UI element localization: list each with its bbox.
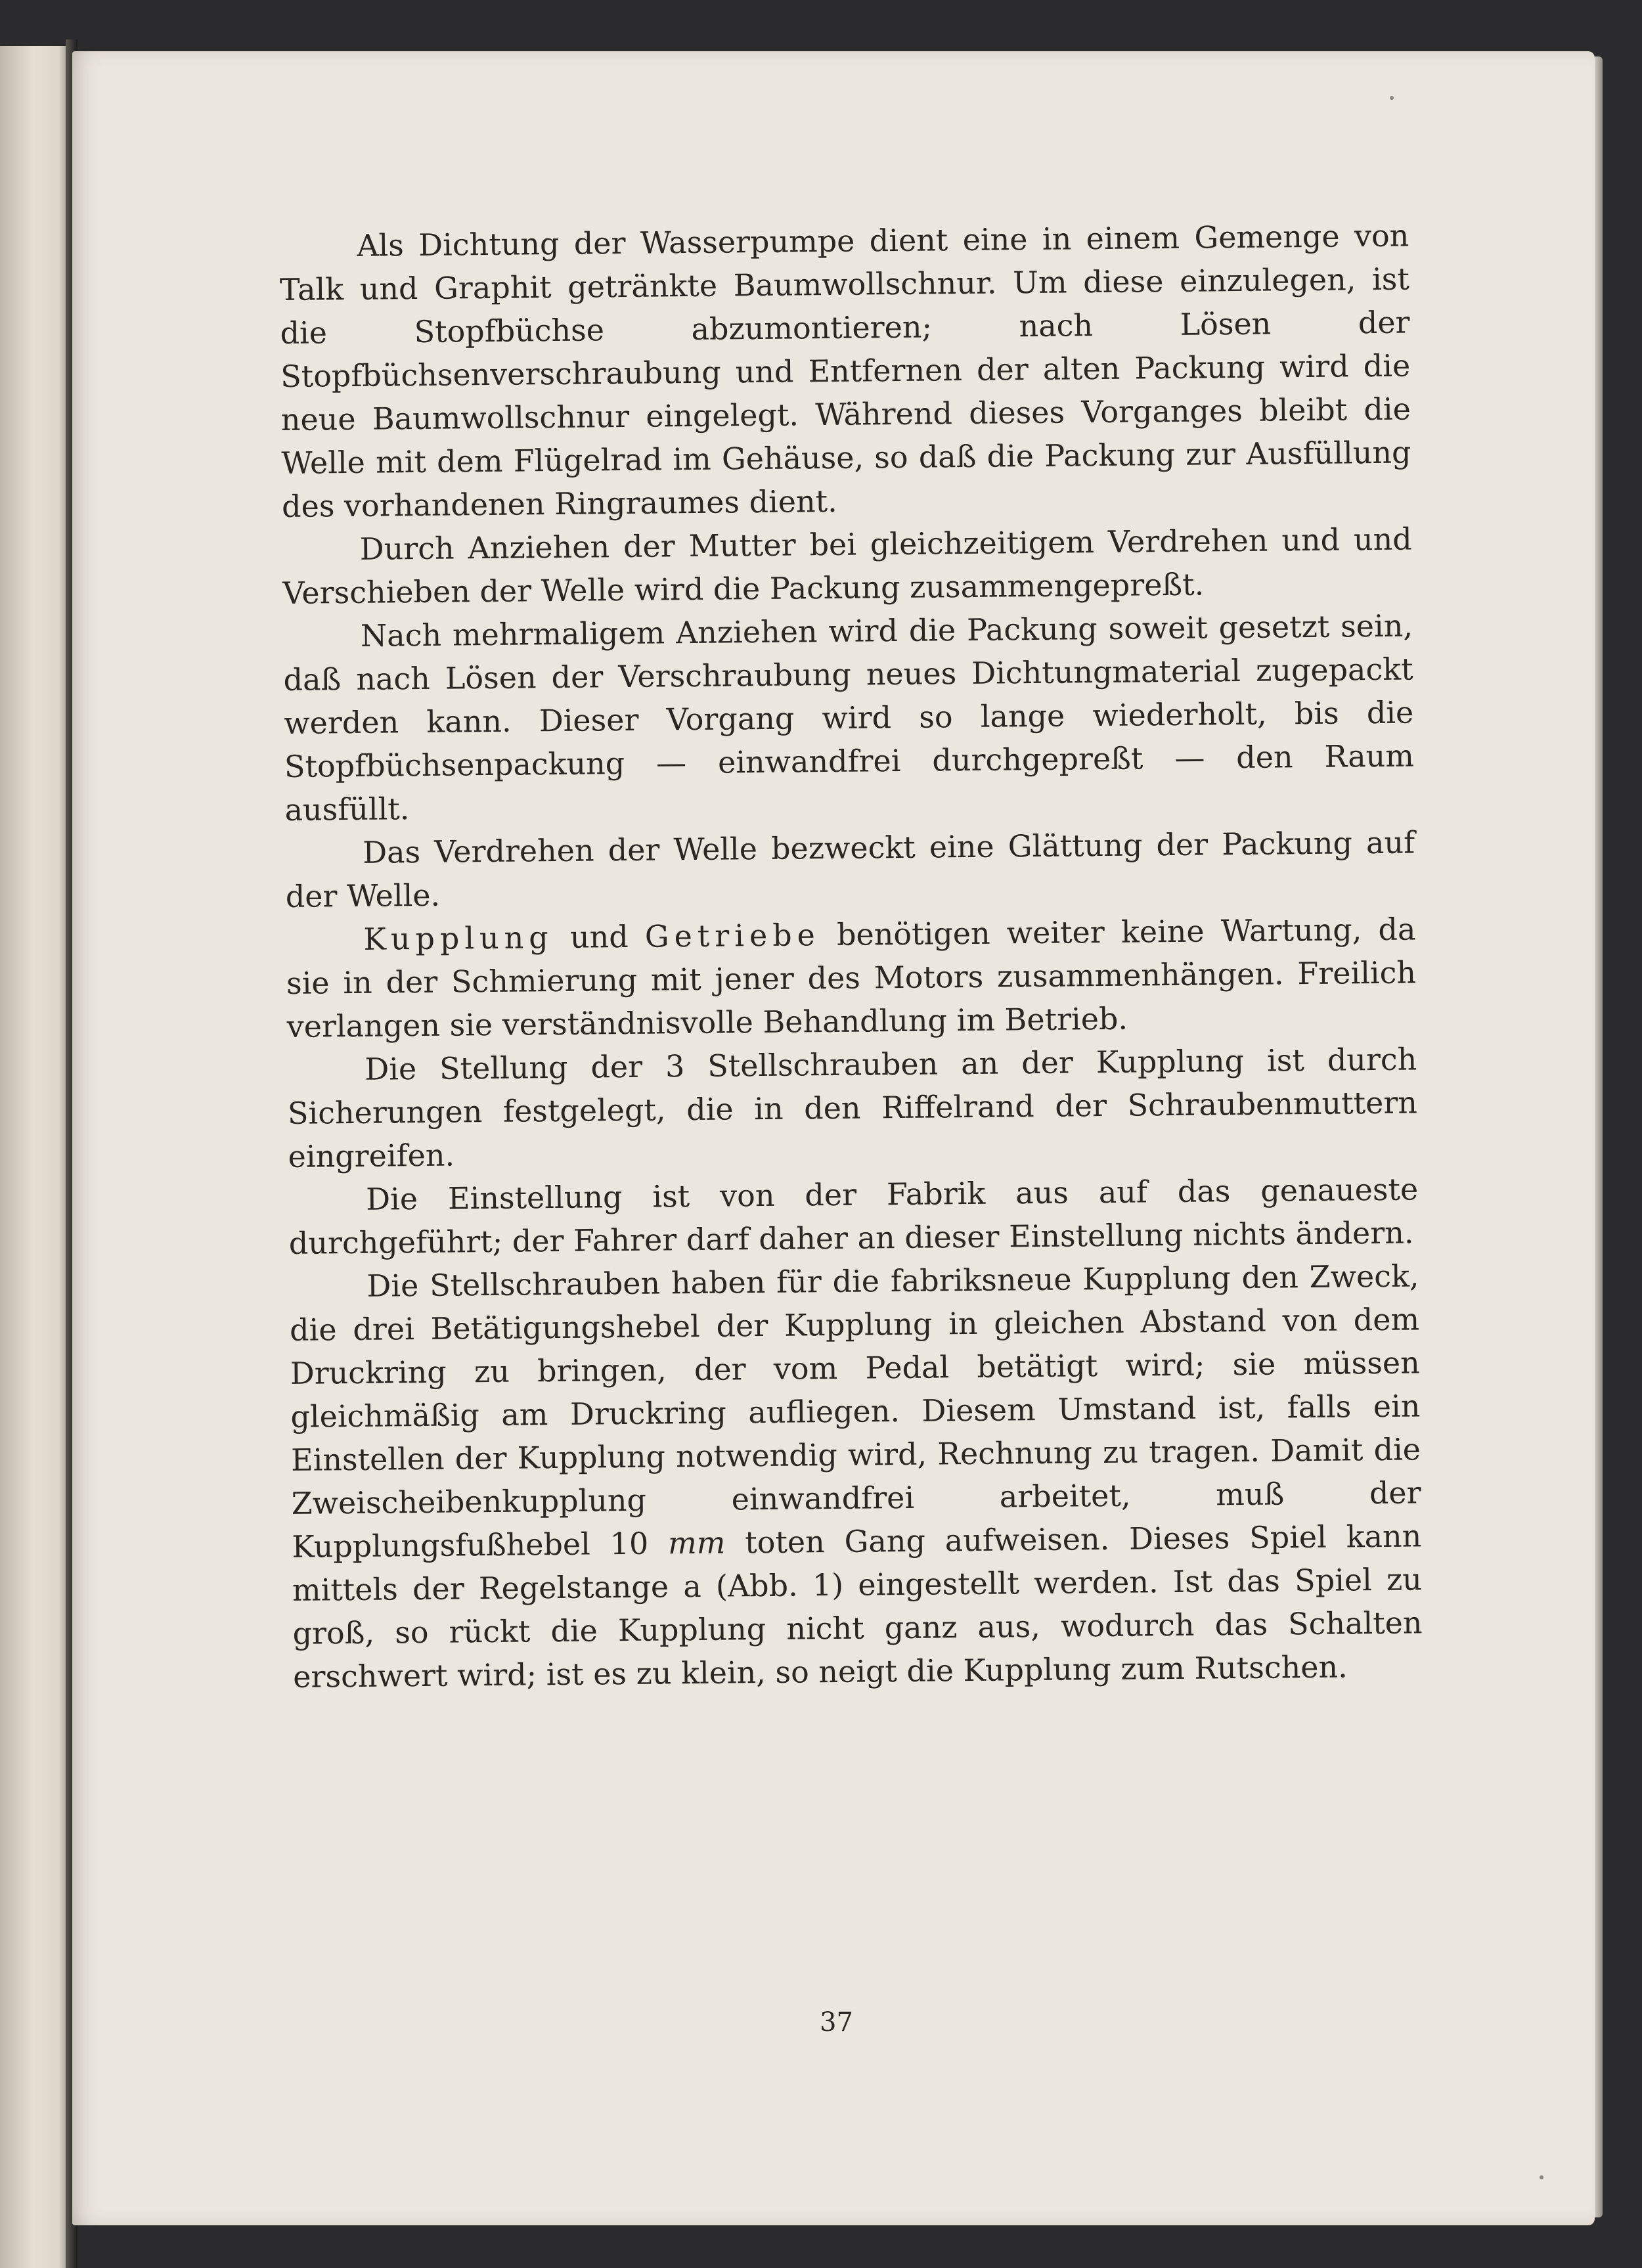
paragraph-adjusting-screws: Die Stellung der 3 Stellschrauben an der Kupplung ist durch Sicherungen festgelegt, die in den Riffelrand der Schraubenmuttern eingreifen. (287, 1041, 1418, 1174)
paragraph-shaft-rotation: Das Verdrehen der Welle bezweckt eine Glättung der Packung auf der Welle. (285, 824, 1415, 914)
clutch-play-text-after: toten Gang aufweisen. Dieses Spiel kann mittels der Regelstange a (Abb. 1) eingestellt werden. Ist das Spiel zu groß, so rückt die Kupplung nicht ganz aus, wodurch das Schalten erschwert wird; ist es zu klein, so neigt die Kupplung zum Rutschen. (292, 1518, 1423, 1695)
body-text (279, 213, 1423, 1698)
paper-speck (1390, 96, 1394, 100)
page-number: 37 (820, 2007, 853, 2037)
paragraph-clutch-gearbox (286, 907, 1417, 1048)
conjunction: und (569, 918, 629, 955)
paragraph-clutch-play (289, 1254, 1423, 1698)
paper-speck (1540, 2175, 1543, 2179)
paragraph-repeated-tightening: Nach mehrmaligem Anziehen wird die Packung soweit gesetzt sein, daß nach Lösen der Verschraubung neues Dichtungmaterial zugepackt werden kann. Dieser Vorgang wird so lange wiederholt, bis die Stopfbüchsenpackung — einwandfrei durchgepreßt — den Raum ausfüllt. (283, 608, 1415, 828)
clutch-gearbox-text: benötigen weiter keine Wartung, da sie in der Schmierung mit jener des Motors zusammenhängen. Freilich verlangen sie verständnisvolle Behandlung im Betrieb. (286, 911, 1417, 1044)
spaced-term-clutch: Kupplung (363, 920, 554, 957)
spaced-term-gearbox: Getriebe (644, 917, 821, 954)
clutch-play-text-before: Die Stellschrauben haben für die fabriksneue Kupplung den Zweck, die drei Betätigungshebel der Kupplung in gleichen Abstand von dem Druckring zu bringen, der vom Pedal betätigt wird; sie müssen gleichmäßig am Druckring aufliegen. Diesem Umstand ist, falls ein Einstellen der Kupplung notwendig wird, Rechnung zu tragen. Damit die Zweischeibenkupplung einwandfrei arbeitet, muß der Kupplungsfußhebel 10 (289, 1258, 1421, 1565)
page-edge-right (1595, 56, 1603, 2217)
facing-page-edge (0, 46, 74, 2268)
paragraph-water-pump-seal: Als Dichtung der Wasserpumpe dient eine in einem Gemenge von Talk und Graphit getränkte Baumwollschnur. Um diese einzulegen, ist die Stopfbüchse abzumontieren; nach Lösen der Stopfbüchsenverschraubung und Entfernen der alten Packung wird die neue Baumwollschnur eingelegt. Während dieses Vorganges bleibt die Welle mit dem Flügelrad im Gehäuse, so daß die Packung zur Ausfüllung des vorhandenen Ringraumes dient. (279, 217, 1411, 524)
paragraph-tightening-nut: Durch Anziehen der Mutter bei gleichzeitigem Verdrehen und und Verschieben der Welle wird die Packung zusammengepreßt. (282, 521, 1412, 611)
unit-mm: mm (667, 1524, 726, 1561)
paragraph-factory-setting: Die Einstellung ist von der Fabrik aus auf das genaueste durchgeführt; der Fahrer darf daher an dieser Einstellung nichts ändern. (288, 1171, 1419, 1261)
